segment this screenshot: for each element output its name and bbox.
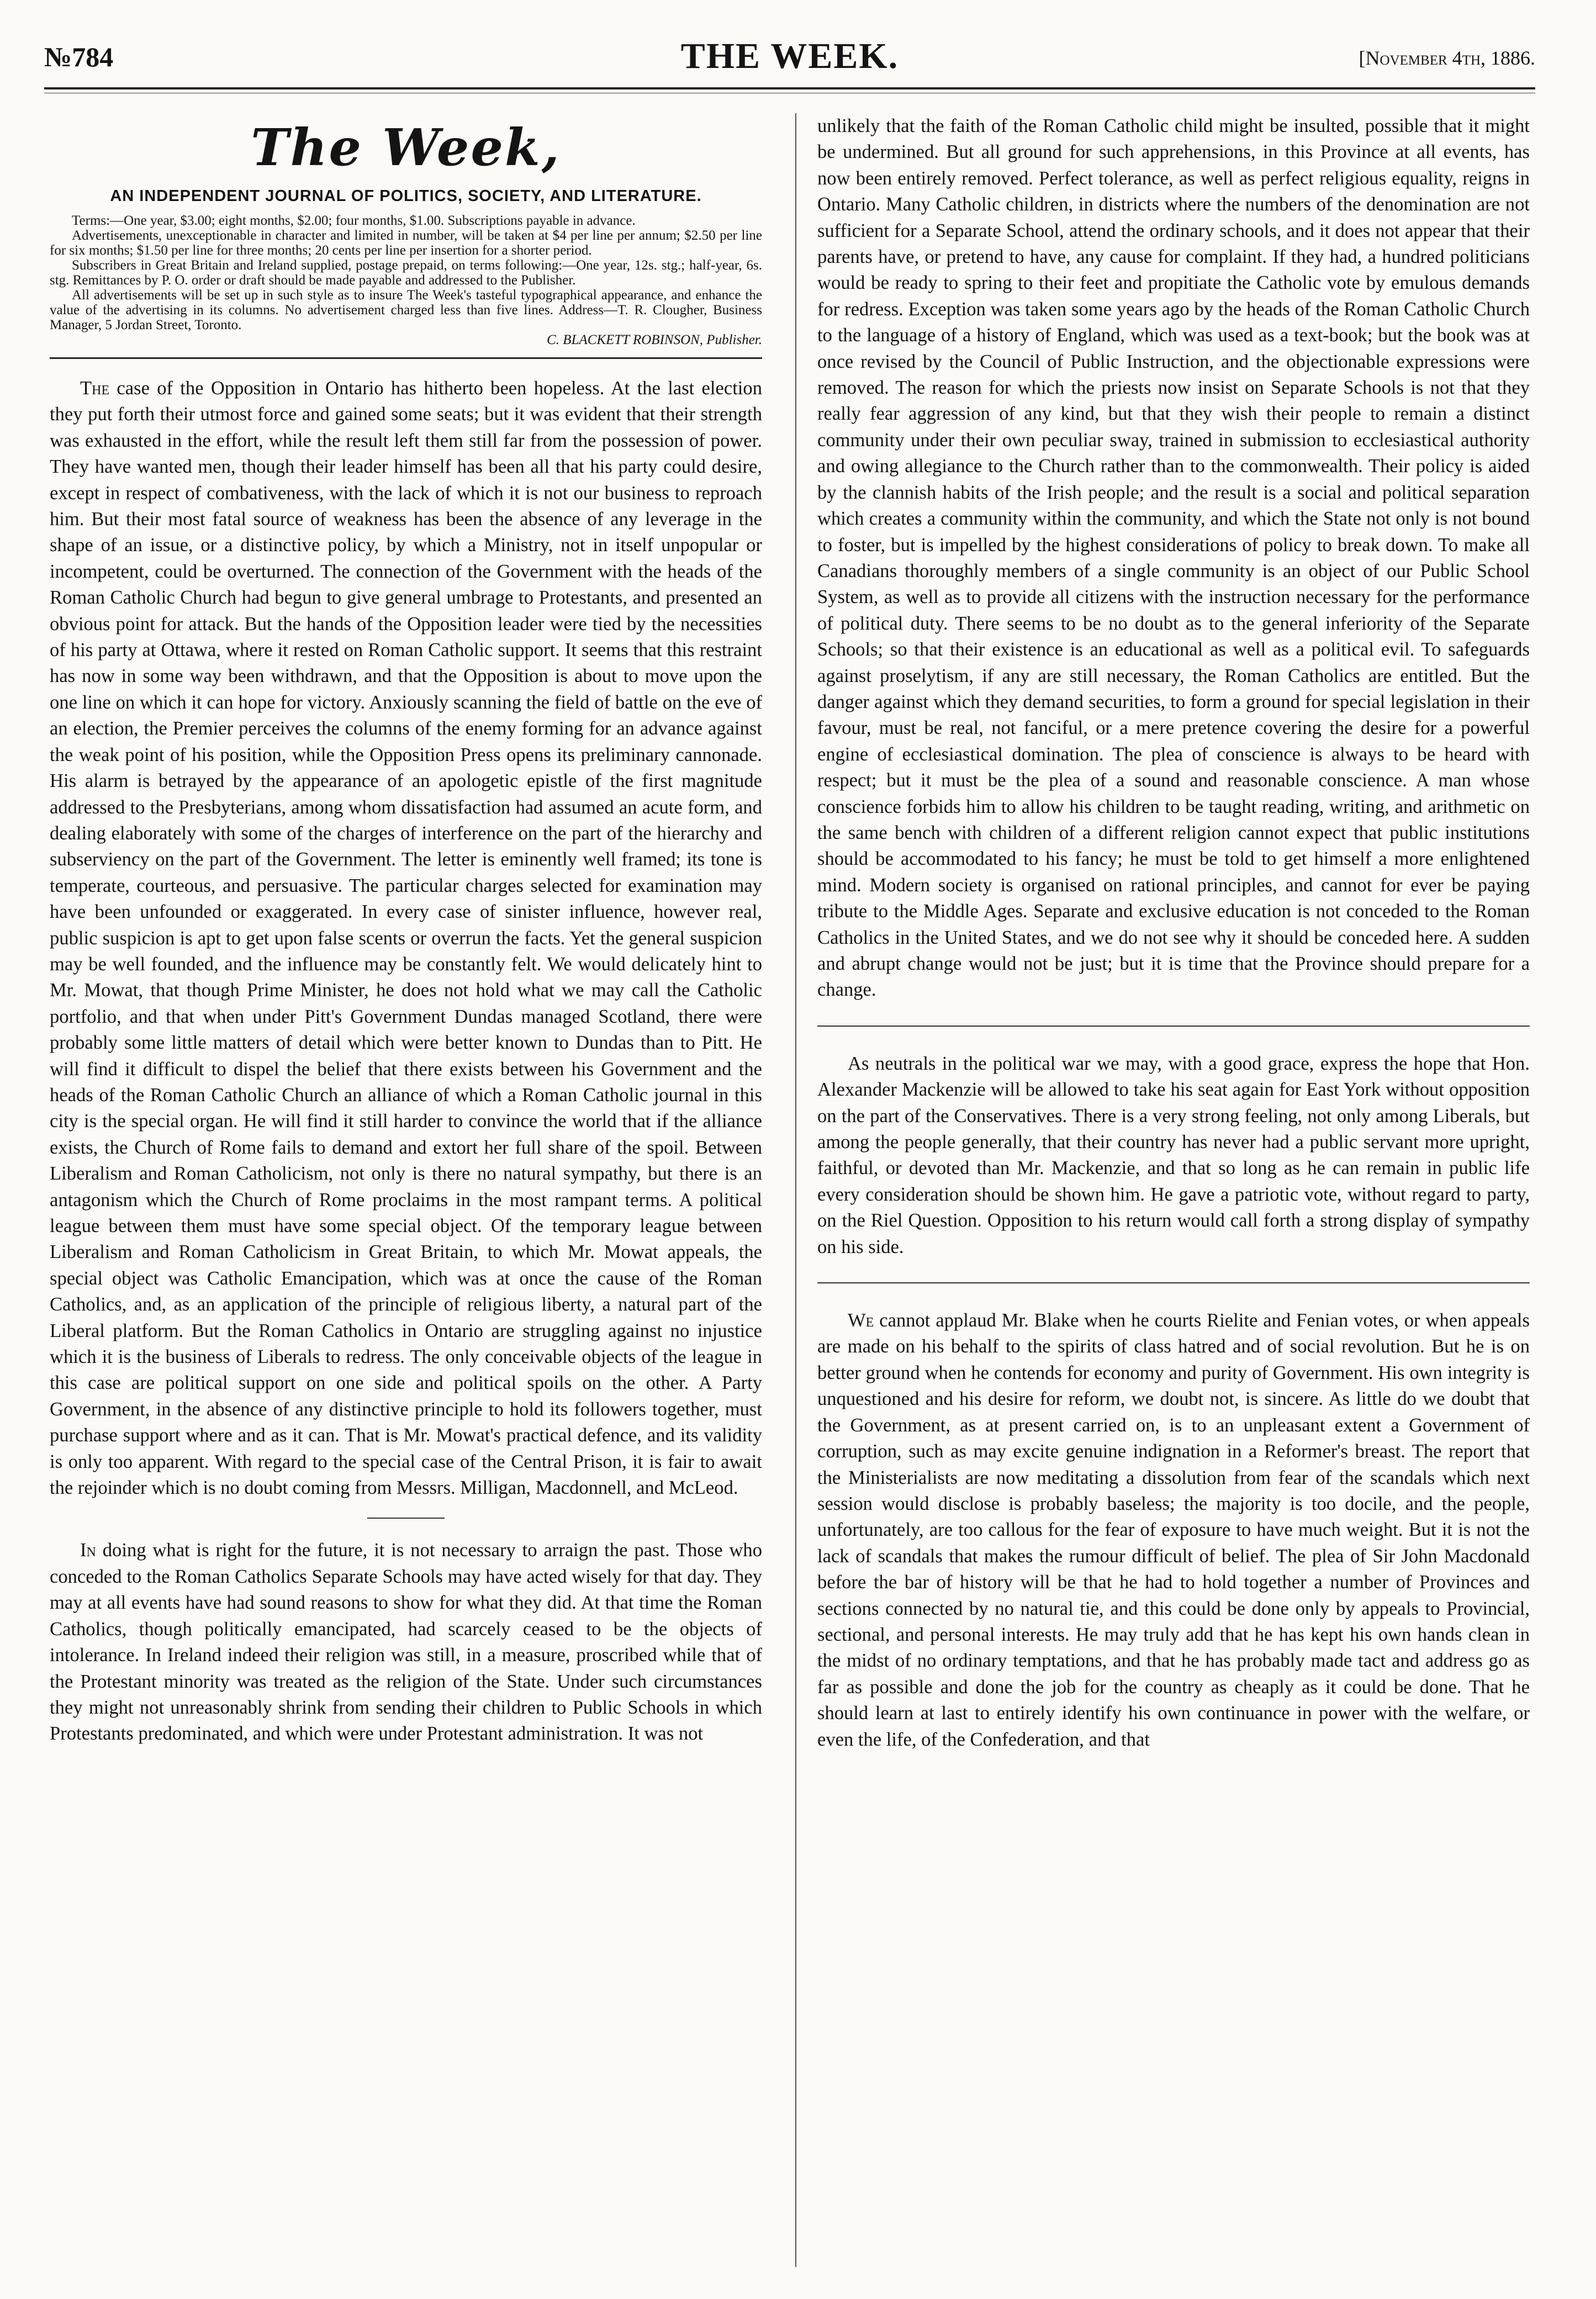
- article-separate-schools-continued: [817, 113, 1530, 1003]
- masthead-subtitle: AN INDEPENDENT JOURNAL OF POLITICS, SOCIETY, AND LITERATURE.: [110, 187, 702, 205]
- masthead-rule: [50, 357, 762, 359]
- journal-name: THE WEEK.: [680, 36, 899, 76]
- article-blake-government: [817, 1308, 1530, 1753]
- article-paragraph: As neutrals in the political war we may, with a good grace, express the hope that Hon. Alexander Mackenzie will be allowed to take his seat again for East York without opposition on the part of the Conservatives. There is a very strong feeling, not only among Liberals, but among the people generally, that their country has never had a public servant more upright, faithful, or devoted than Mr. Mackenzie, and that so long as he can remain in public life every consideration should be shown him. He gave a patriotic vote, without regard to party, on the Riel Question. Opposition to his return would call forth a strong display of sympathy on his side.: [817, 1053, 1530, 1257]
- running-head: [44, 22, 1535, 83]
- article-paragraph: [50, 1537, 762, 1747]
- subscription-terms: [50, 213, 762, 347]
- right-column: [817, 113, 1530, 1753]
- terms-great-britain: Subscribers in Great Britain and Ireland supplied, postage prepaid, on terms following:—One year, 12s. stg.; half-year, 6s. stg. Remittances by P. O. order or draft should be made payable and addressed to the Publisher.: [50, 258, 762, 288]
- masthead: [50, 118, 762, 205]
- terms-style: All advertisements will be set up in such style as to insure The Week's tasteful typographical appearance, and enhance the value of the advertising in its columns. No advertisement charged less than five lines. Address—T. R. Clougher, Business Manager, 5 Jordan Street, Toronto.: [50, 288, 762, 332]
- paragraph-text: case of the Opposition in Ontario has hitherto been hopeless. At the last election they put forth their utmost force and gained some seats; but it was evident that their strength was exhausted in the effort, while the result left them still far from the possession of power. They have wanted men, though their leader himself has been all that his party could desire, except in respect of combativeness, with the lack of which it is not our business to reproach him. But their most fatal source of weakness has been the absence of any leverage in the shape of an issue, or a distinctive policy, by which a Ministry, not in itself unpopular or incompetent, could be overturned. The connection of the Government with the heads of the Roman Catholic Church had begun to give general umbrage to Protestants, and presented an obvious point for attack. But the hands of the Opposition leader were tied by the necessities of his party at Ottawa, where it rested on Roman Catholic support. It seems that this restraint has now in some way been withdrawn, and that the Opposition is about to move upon the one line on which it can hope for victory. Anxiously scanning the field of battle on the eve of an election, the Premier perceives the columns of the enemy forming for an advance against the weak point of his position, while the Opposition Press opens its preliminary cannonade. His alarm is betrayed by the appearance of an apologetic epistle of the first magnitude addressed to the Presbyterians, among whom dissatisfaction had assumed an acute form, and dealing elaborately with some of the charges of interference on the part of the hierarchy and subserviency on the part of the Government. The letter is eminently well framed; its tone is temperate, courteous, and persuasive. The particular charges selected for examination may have been unfounded or exaggerated. In every case of sinister influence, however real, public suspicion is apt to get upon false scents or overrun the facts. Yet the general suspicion may be well founded, and the influence may be constantly felt. We would delicately hint to Mr. Mowat, that though Prime Minister, he does not hold what we may call the Catholic portfolio, and that when under Pitt's Government Dundas managed Scotland, there were probably some little matters of detail which were better known to Dundas than to Pitt. He will find it difficult to dispel the belief that there exists between his Government and the heads of the Roman Catholic Church an alliance of which a Roman Catholic journal in this city is the special organ. He will find it still harder to convince the world that if the alliance exists, the Church of Rome fails to demand and extort her full share of the spoil. Between Liberalism and Roman Catholicism, not only is there no natural sympathy, but there is an antagonism which the Church of Rome proclaims in the most rampant terms. A political league between them must have some special object. Of the temporary league between Liberalism and Roman Catholicism in Great Britain, to which Mr. Mowat appeals, the special object was Catholic Emancipation, which was at once the cause of the Roman Catholics, and, as an application of the principle of religious liberty, a natural part of the Liberal platform. But the Roman Catholics in Ontario are struggling against no injustice which it is the business of Liberals to redress. The only conceivable objects of the league in this case are political support on one side and political spoils on the other. A Party Government, in the absence of any distinctive principle to hold its followers together, must purchase support where and as it can. That is Mr. Mowat's practical defence, and its validity is only too apparent. With regard to the special case of the Central Prison, it is fair to await the rejoinder which is no doubt coming from Messrs. Milligan, Macdonnell, and McLeod.: [50, 378, 762, 1499]
- paragraph-text: cannot applaud Mr. Blake when he courts Rielite and Fenian votes, or when appeals are made on his behalf to the spirits of class hatred and of social revolution. But he is on better ground when he contends for economy and purity of Government. His own integrity is unquestioned and his desire for reform, we doubt not, is sincere. As little do we doubt that the Government, as at present carried on, is to an unpleasant extent a Government of corruption, such as may excite genuine indignation in a Reformer's breast. The report that the Ministerialists are now meditating a dissolution from fear of the scandals which next session would disclose is probably baseless; the majority is too docile, and the people, unfortunately, are too callous for the fear of exposure to have much weight. But it is not the lack of scandals that makes the rumour difficult of belief. The plea of Sir John Macdonald before the bar of history will be that he had to hold together a number of Provinces and sections connected by no natural tie, and this could be done only by appeals to Provincial, sectional, and personal interests. He may truly add that he has kept his own hands clean in the midst of no ordinary temptations, and that he has probably made tact and address go as far as possible and done the job for the country as cheaply as it could be done. That he should learn at last to entirely identify his own continuance in power with the welfare, or even the life, of the Confederation, and that: [817, 1310, 1530, 1750]
- article-paragraph: [50, 376, 762, 1501]
- article-paragraph: unlikely that the faith of the Roman Catholic child might be insulted, possible that it might be undermined. But all ground for such apprehensions, in this Province at all events, has now been entirely removed. Perfect tolerance, as well as perfect religious equality, reigns in Ontario. Many Catholic children, in districts where the numbers of the denomination are not sufficient for a Separate School, attend the ordinary schools, and it does not appear that their parents have, or pretend to have, any cause for complaint. If they had, a hundred politicians would be ready to spring to their feet and propitiate the Catholic vote by emulous demands for redress. Exception was taken some years ago by the heads of the Roman Catholic Church to the language of a history of England, which was used as a text-book; but the book was at once revised by the Council of Public Instruction, and the objectionable expressions were removed. The reason for which the priests now insist on Separate Schools is not that they really fear aggression of any kind, but that they wish their people to remain a distinct community under their own peculiar sway, trained in submission to ecclesiastical authority and owing allegiance to the Church rather than to the commonwealth. Their policy is aided by the clannish habits of the Irish people; and the result is a social and political separation which creates a community within the community, and which the State not only is not bound to foster, but is impelled by the highest considerations of policy to break down. To make all Canadians thoroughly members of a single community is an object of our Public School System, as well as to provide all citizens with the instruction necessary for the performance of political duty. There seems to be no doubt as to the general inferiority of the Separate Schools; so that their existence is an educational as well as a political evil. To safeguards against proselytism, if any are still necessary, the Roman Catholics are entitled. But the danger against which they demand securities, to form a ground for special legislation in their favour, must be real, not fanciful, or a mere pretence covering the desire for a powerful engine of ecclesiastical domination. The plea of conscience is always to be heard with respect; but it must be the plea of a sound and reasonable conscience. A man whose conscience forbids him to allow his children to be taught reading, writing, and arithmetic on the same bench with children of a different religion cannot expect that public institutions should be accommodated to his fancy; he must be told to get himself a more enlightened mind. Modern society is organised on rational principles, and cannot for ever be paying tribute to the Middle Ages. Separate and exclusive education is not conceded to the Roman Catholics in the United States, and we do not see why it should be conceded here. A sudden and abrupt change would not be just; but it is time that the Province should prepare for a change.: [817, 115, 1530, 1001]
- column-divider: [795, 113, 796, 2267]
- header-rule: [44, 87, 1535, 89]
- article-mackenzie-east-york: [817, 1051, 1530, 1260]
- article-separate-schools: [50, 1537, 762, 1747]
- masthead-title: The Week,: [251, 118, 561, 177]
- article-paragraph: [817, 1308, 1530, 1753]
- publisher-line: C. BLACKETT ROBINSON, Publisher.: [547, 332, 762, 347]
- issue-date: [November 4th, 1886.: [1359, 47, 1535, 69]
- terms-subscription: Terms:—One year, $3.00; eight months, $2.00; four months, $1.00. Subscriptions payable in advance.: [72, 213, 636, 228]
- lead-word: We: [848, 1310, 874, 1331]
- paragraph-text: doing what is right for the future, it is not necessary to arraign the past. Those who conceded to the Roman Catholics Separate Schools may have acted wisely for that day. They may at all events have had sound reasons to show for what they did. At that time the Roman Catholics, though politically emancipated, had scarcely ceased to be the objects of intolerance. In Ireland indeed their religion was still, in a measure, proscribed while that of the Protestant minority was treated as the religion of the State. Under such circumstances they might not unreasonably shrink from sending their children to Public Schools in which Protestants predominated, and which were under Protestant administration. It was not: [50, 1540, 762, 1745]
- article-opposition-ontario: [50, 376, 762, 1501]
- page-number: №784: [44, 41, 114, 72]
- terms-advertisements: Advertisements, unexceptionable in character and limited in number, will be taken at $4 per line per annum; $2.50 per line for six months; $1.50 per line for three months; 20 cents per line per insertion for a shorter period.: [50, 228, 762, 258]
- lead-word: In: [80, 1540, 96, 1561]
- article-separator: [817, 1282, 1530, 1283]
- lead-word: The: [80, 378, 110, 399]
- article-separator: [367, 1518, 445, 1519]
- article-separator: [817, 1026, 1530, 1027]
- left-column: [50, 113, 762, 1747]
